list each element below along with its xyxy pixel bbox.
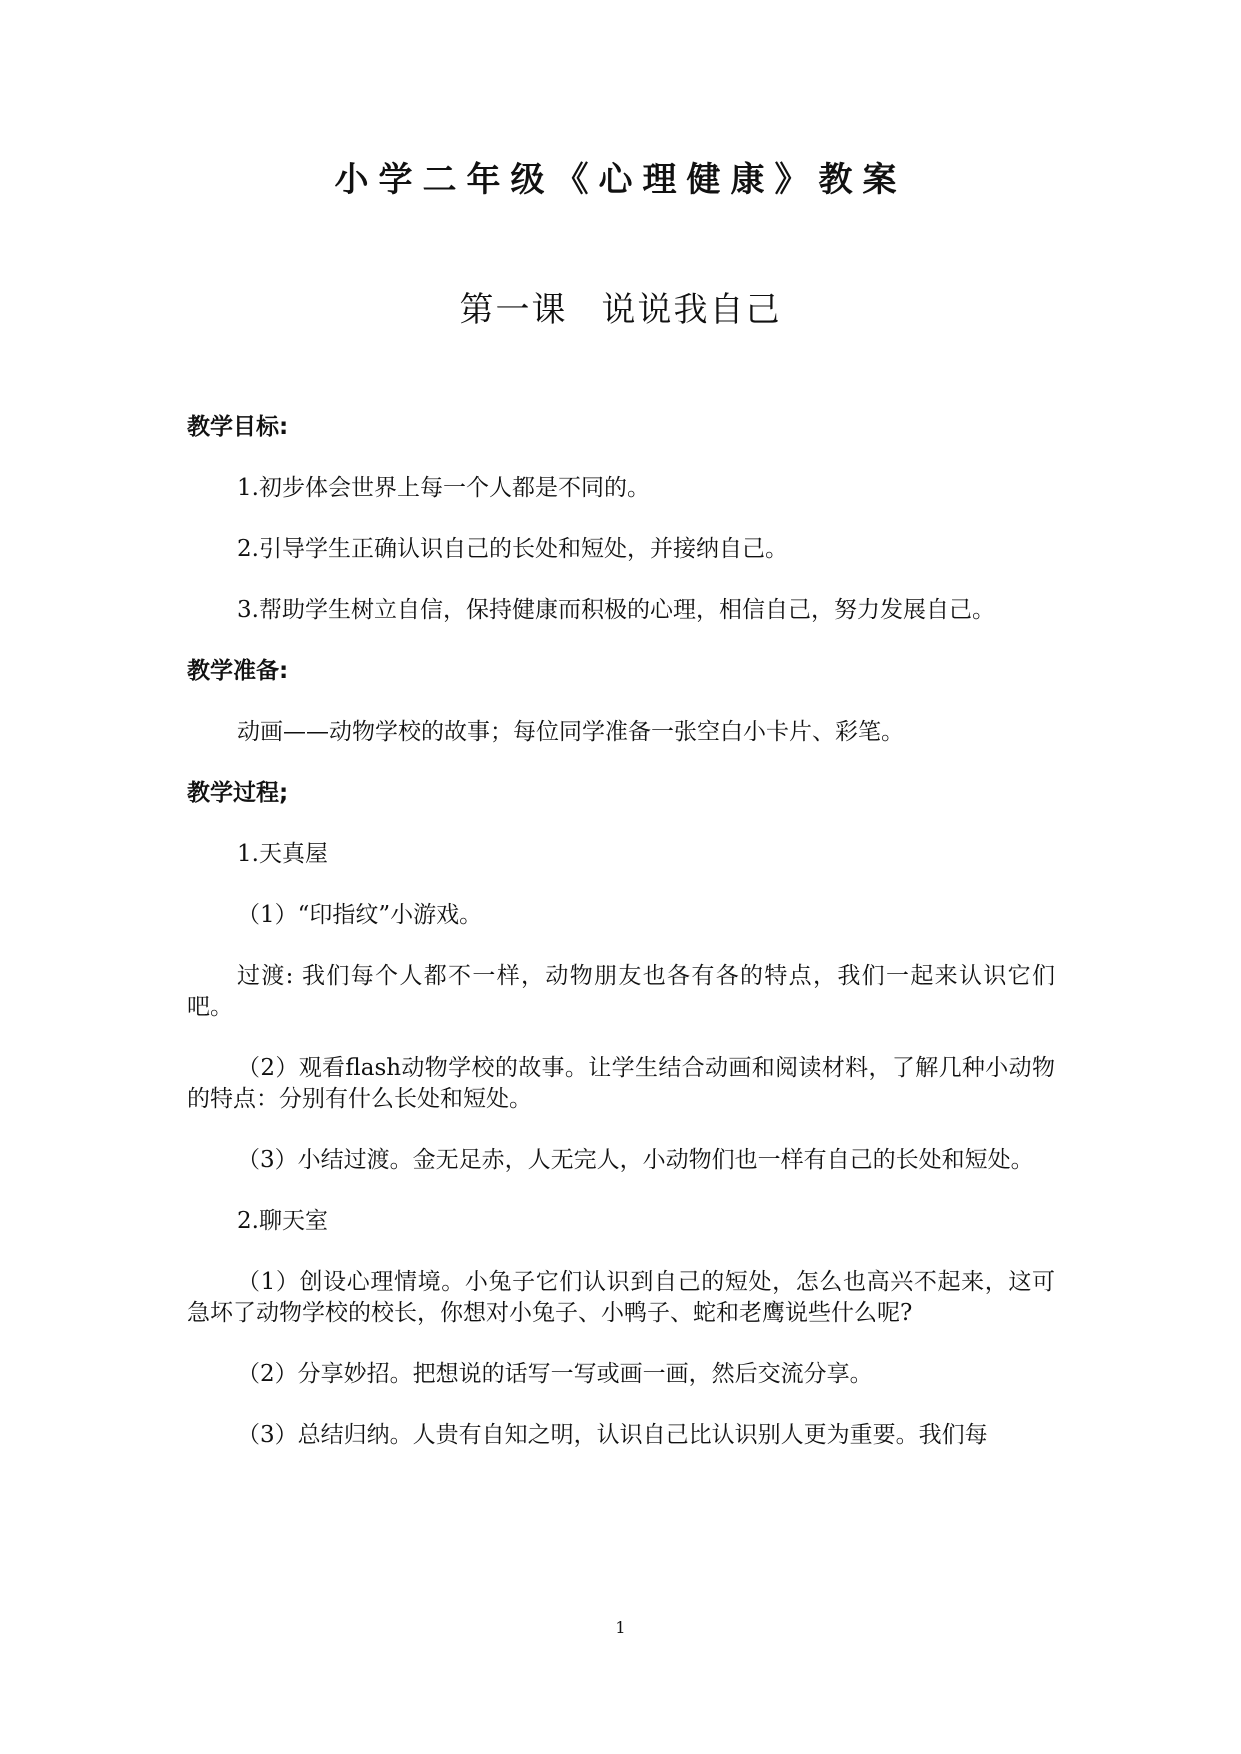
step-title: 2.聊天室 xyxy=(237,1208,328,1234)
preparation-text: 动画——动物学校的故事；每位同学准备一张空白小卡片、彩笔。 xyxy=(237,719,904,745)
objective-item: 1.初步体会世界上每一个人都是不同的。 xyxy=(237,475,650,501)
document-body xyxy=(187,412,1055,1481)
process-heading: 教学过程; xyxy=(187,780,289,806)
step-item: （1）“印指纹”小游戏。 xyxy=(237,902,483,928)
lesson-name: 说说我自己 xyxy=(601,290,782,330)
objective-item: 2.引导学生正确认识自己的长处和短处，并接纳自己。 xyxy=(237,536,788,562)
objective-item: 3.帮助学生树立自信，保持健康而积极的心理，相信自己，努力发展自己。 xyxy=(237,597,995,623)
step-transition: 过渡: 我们每个人都不一样，动物朋友也各有各的特点，我们一起来认识它们吧。 xyxy=(187,963,1055,1020)
objectives-heading: 教学目标: xyxy=(187,414,289,440)
step-item: （1）创设心理情境。小兔子它们认识到自己的短处，怎么也高兴不起来，这可急坏了动物学校的校长，你想对小兔子、小鸭子、蛇和老鹰说些什么呢? xyxy=(187,1269,1055,1326)
step-item: （3）总结归纳。人贵有自知之明，认识自己比认识别人更为重要。我们每 xyxy=(237,1422,988,1448)
preparation-heading: 教学准备: xyxy=(187,658,289,684)
step-item: （2）分享妙招。把想说的话写一写或画一画，然后交流分享。 xyxy=(237,1361,873,1387)
lesson-title xyxy=(0,282,1241,331)
page-number: 1 xyxy=(615,1618,626,1637)
lesson-number: 第一课 xyxy=(459,290,568,330)
step-item: （3）小结过渡。金无足赤，人无完人，小动物们也一样有自己的长处和短处。 xyxy=(237,1147,1034,1173)
step-title: 1.天真屋 xyxy=(237,841,328,867)
step-item: （2）观看flash动物学校的故事。让学生结合动画和阅读材料，了解几种小动物的特点：分别有什么长处和短处。 xyxy=(187,1055,1055,1112)
document-title: 小学二年级《心理健康》教案 xyxy=(334,160,907,200)
